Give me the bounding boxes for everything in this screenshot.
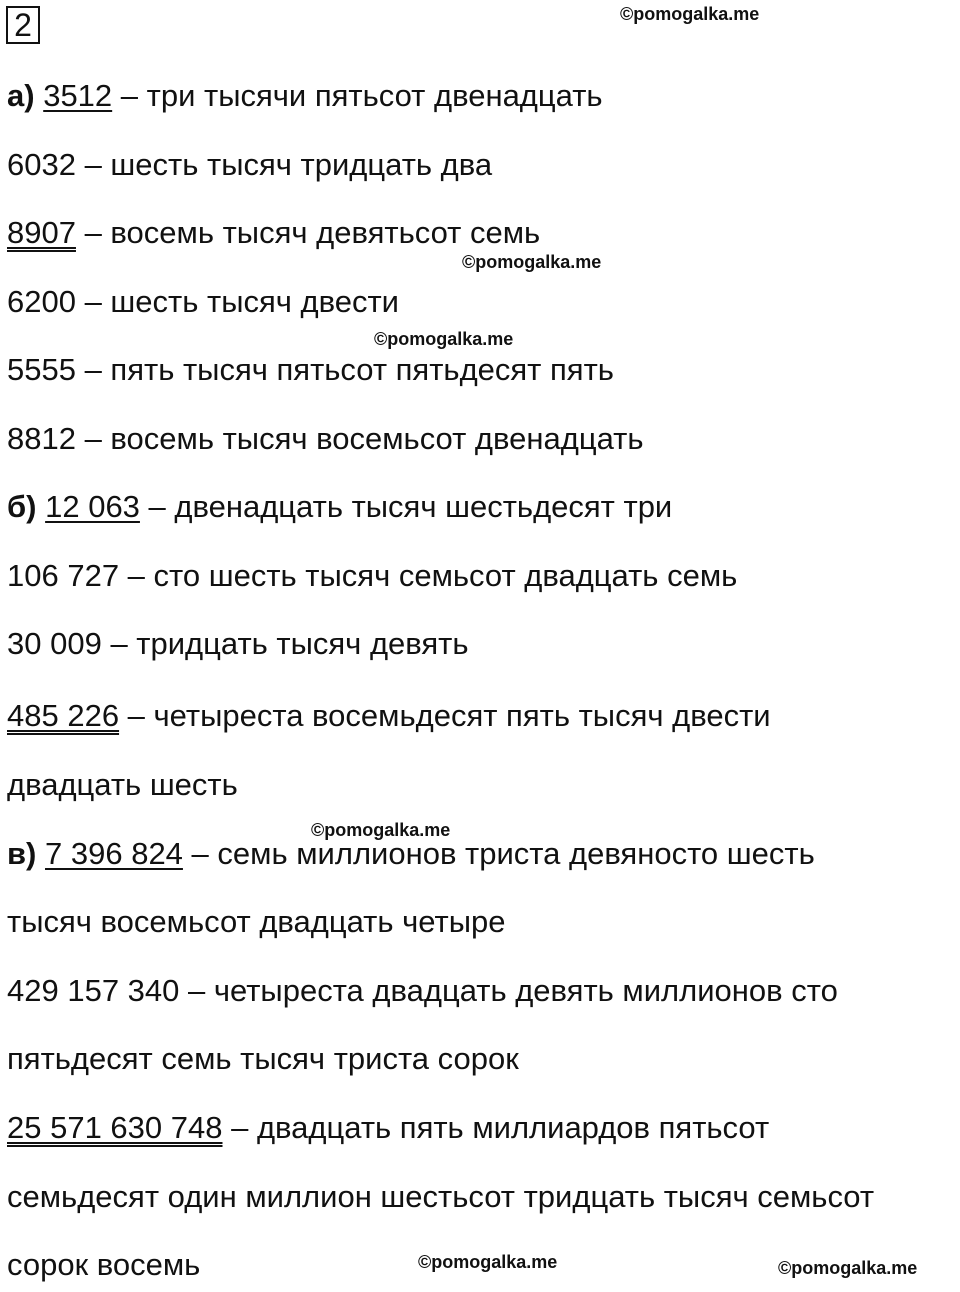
- answer-line: [7, 489, 672, 525]
- number-words: тысяч восемьсот двадцать четыре: [7, 904, 506, 939]
- number-words: – семь миллионов триста девяносто шесть: [182, 836, 815, 871]
- watermark: ©pomogalka.me: [620, 4, 760, 24]
- number-words: – четыреста восемьдесят пять тысяч двести: [119, 698, 771, 733]
- number-words: двадцать шесть: [7, 767, 238, 802]
- number: 485 226: [7, 698, 120, 733]
- answer-line: [7, 147, 492, 183]
- number: 7 396 824: [45, 836, 183, 871]
- answer-line-continuation: [7, 1247, 200, 1283]
- number: 3512: [43, 78, 113, 113]
- answer-line: [7, 626, 469, 662]
- watermark: ©pomogalka.me: [374, 329, 514, 349]
- number-words: – шесть тысяч тридцать два: [75, 147, 493, 182]
- answer-line: [7, 215, 540, 251]
- answer-line-continuation: [7, 1041, 519, 1077]
- number-words: – пять тысяч пятьсот пятьдесят пять: [75, 352, 614, 387]
- number: 8907: [7, 215, 76, 250]
- number-words: – шесть тысяч двести: [75, 284, 400, 319]
- number: 6032: [7, 147, 76, 182]
- answer-line: [7, 284, 399, 320]
- number: 6200: [7, 284, 76, 319]
- answer-line: [7, 558, 737, 594]
- number-words: пятьдесят семь тысяч триста сорок: [7, 1041, 519, 1076]
- watermark: ©pomogalka.me: [778, 1258, 918, 1278]
- number-words: – тридцать тысяч девять: [101, 626, 469, 661]
- number: 25 571 630 748: [7, 1110, 223, 1145]
- number: 106 727: [7, 558, 120, 593]
- number: 429 157 340: [7, 973, 180, 1008]
- answer-line: [7, 973, 838, 1009]
- answer-line-continuation: [7, 1179, 874, 1215]
- number: 12 063: [45, 489, 140, 524]
- number: 8812: [7, 421, 76, 456]
- task-number-box: 2: [6, 6, 40, 44]
- watermark: ©pomogalka.me: [418, 1252, 558, 1272]
- number-words: – двенадцать тысяч шестьдесят три: [139, 489, 673, 524]
- number: 30 009: [7, 626, 102, 661]
- answer-line: [7, 698, 771, 734]
- answer-line: [7, 352, 614, 388]
- answer-line: [7, 1110, 769, 1146]
- number-words: – три тысячи пятьсот двенадцать: [112, 78, 603, 113]
- number: 5555: [7, 352, 76, 387]
- number-words: – двадцать пять миллиардов пятьсот: [222, 1110, 770, 1145]
- section-label: б): [7, 489, 37, 524]
- section-label: а): [7, 78, 35, 113]
- number-words: семьдесят один миллион шестьсот тридцать тысяч семьсот: [7, 1179, 875, 1214]
- answer-line: [7, 421, 644, 457]
- number-words: сорок восемь: [7, 1247, 201, 1282]
- answer-line-continuation: [7, 767, 238, 803]
- section-label: в): [7, 836, 37, 871]
- answer-line: [7, 836, 815, 872]
- watermark: ©pomogalka.me: [311, 820, 451, 840]
- number-words: – восемь тысяч девятьсот семь: [75, 215, 541, 250]
- number-words: – восемь тысяч восемьсот двенадцать: [75, 421, 644, 456]
- answer-line: [7, 78, 603, 114]
- answer-line-continuation: [7, 904, 505, 940]
- number-words: – сто шесть тысяч семьсот двадцать семь: [119, 558, 738, 593]
- watermark: ©pomogalka.me: [462, 252, 602, 272]
- number-words: – четыреста двадцать девять миллионов сто: [179, 973, 838, 1008]
